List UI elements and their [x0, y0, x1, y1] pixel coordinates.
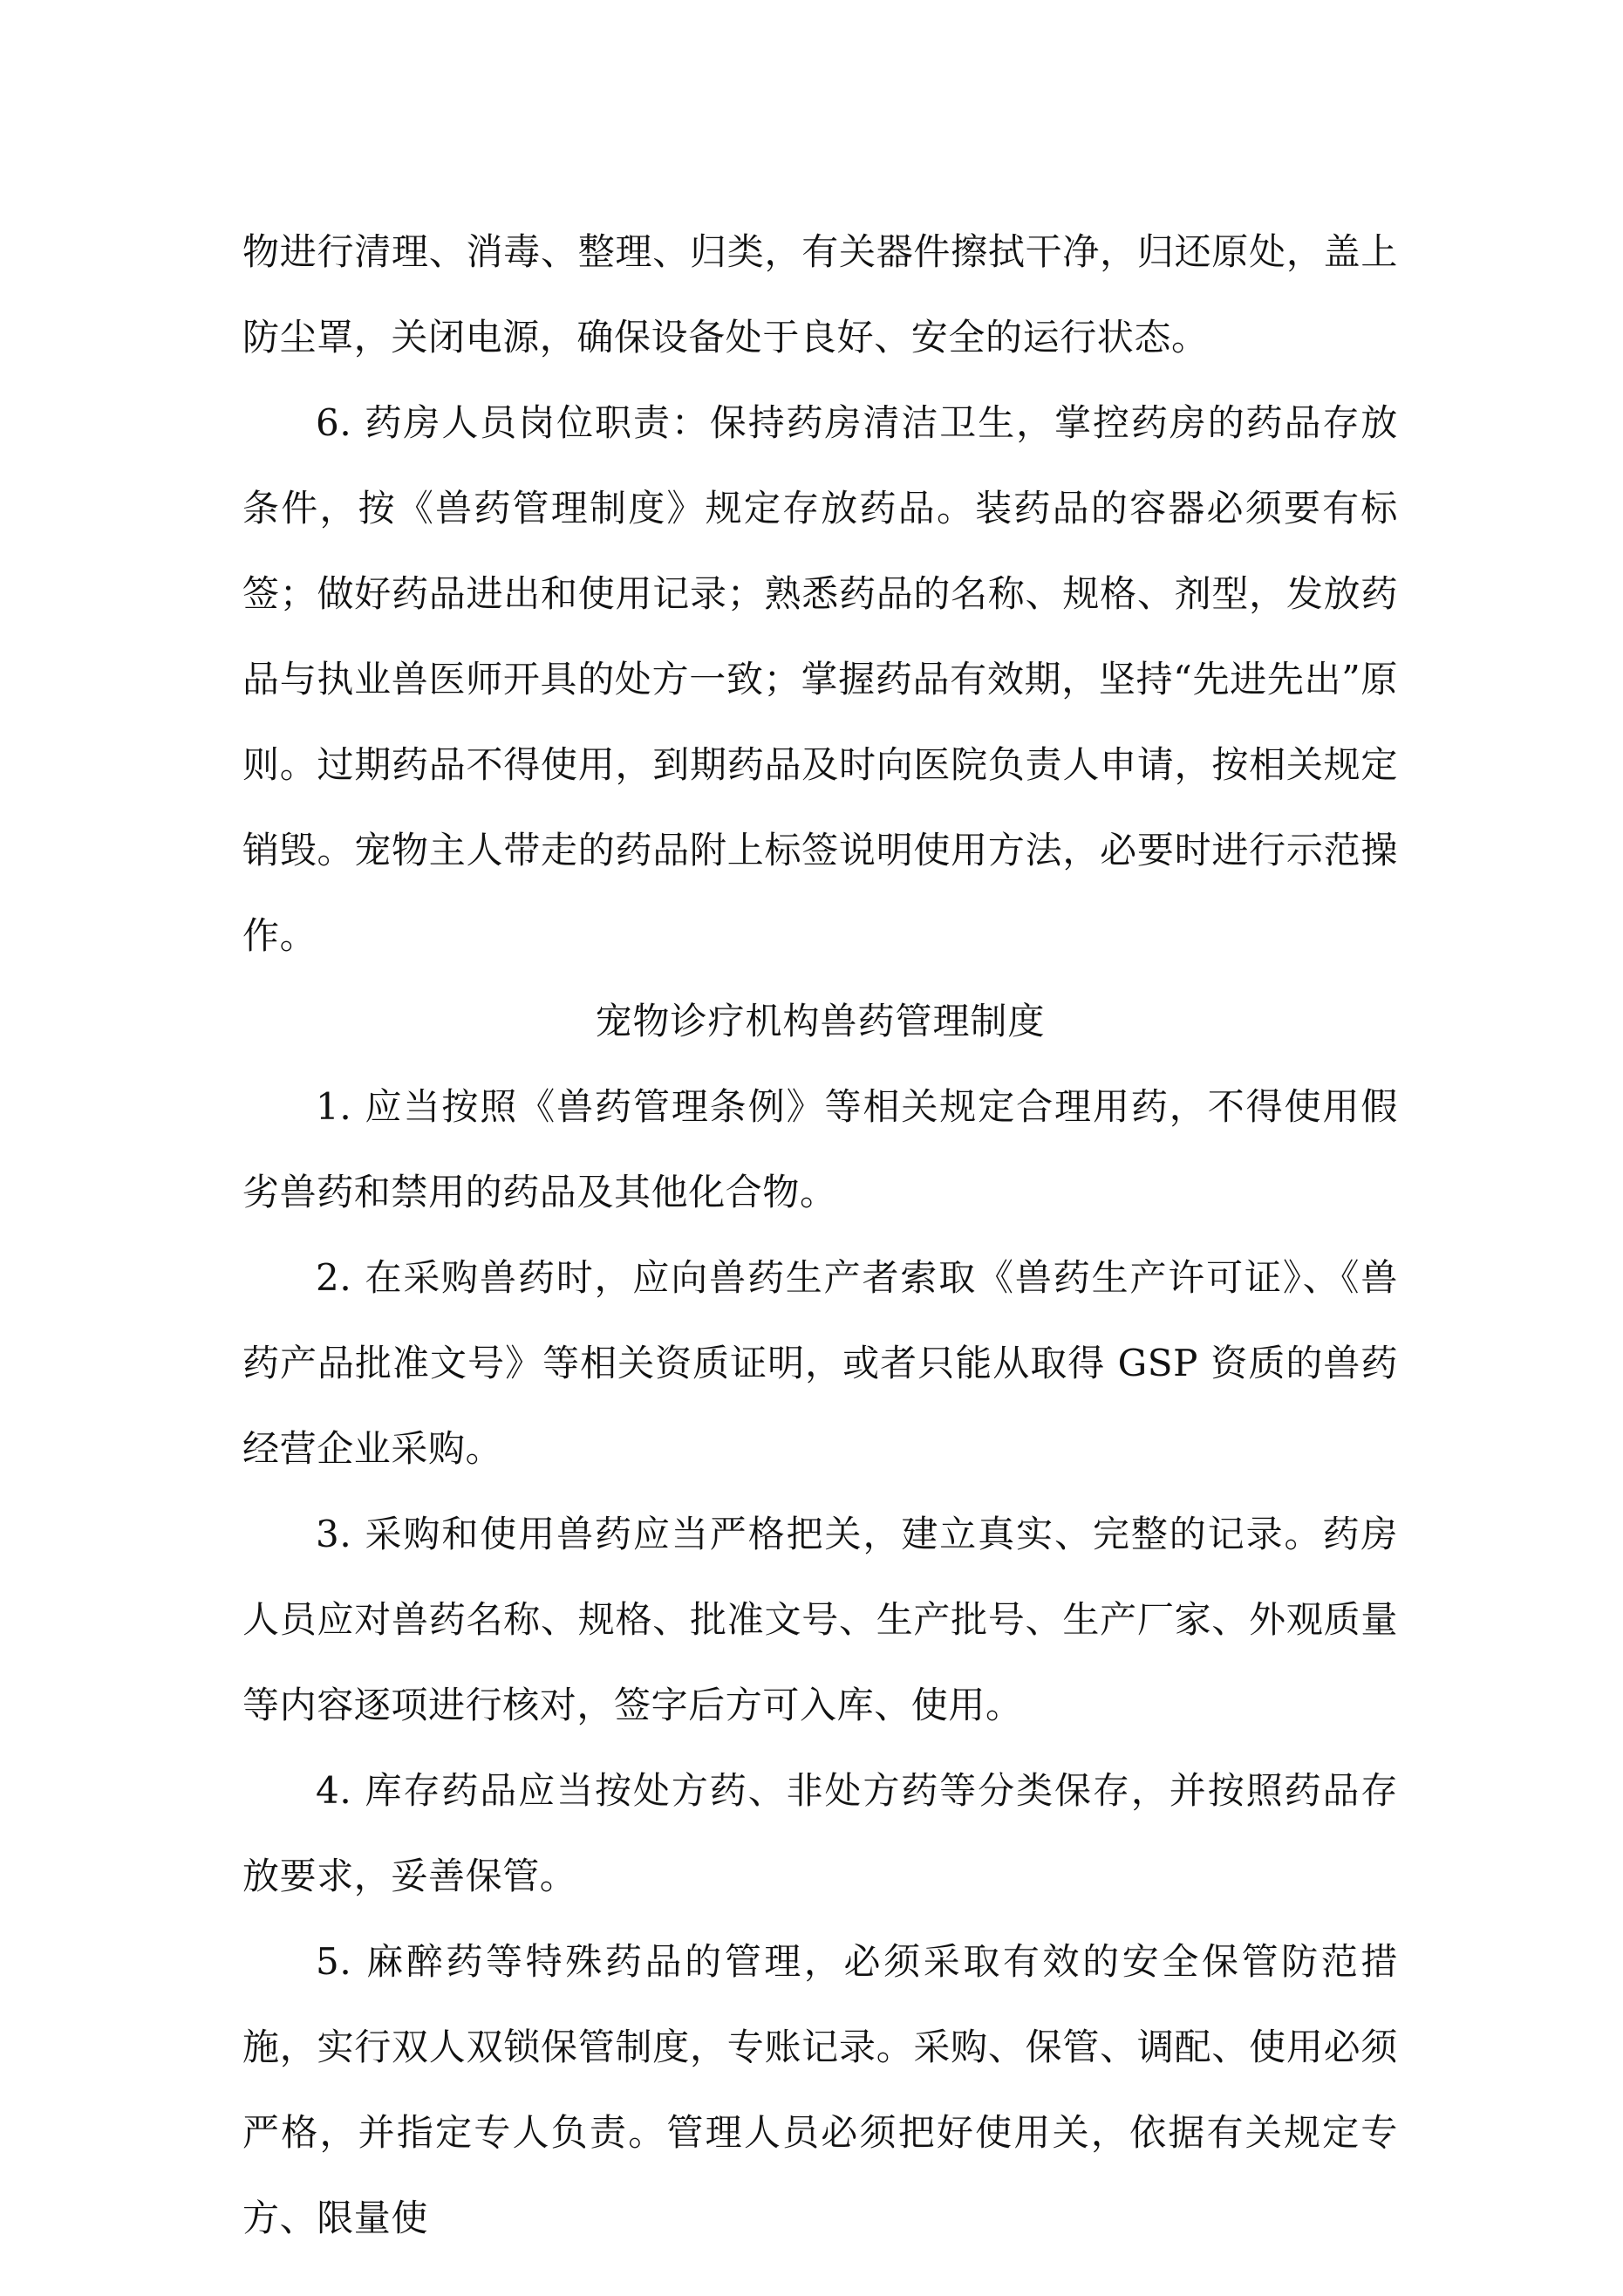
section-title: 宠物诊疗机构兽药管理制度: [595, 1000, 1046, 1042]
paragraph-item-5: 5. 麻醉药等特殊药品的管理，必须采取有效的安全保管防范措施，实行双人双锁保管制度，专账记录。采购、保管、调配、使用必须严格，并指定专人负责。管理人员必须把好使用关，依据有关规定专方、限量使: [242, 1940, 1398, 2239]
paragraph-continuation: 物进行清理、消毒、整理、归类，有关器件擦拭干净，归还原处，盖上防尘罩，关闭电源，确保设备处于良好、安全的运行状态。: [242, 230, 1398, 359]
paragraph-item-2: 2. 在采购兽药时，应向兽药生产者索取《兽药生产许可证》、《兽药产品批准文号》等相关资质证明，或者只能从取得 GSP 资质的兽药经营企业采购。: [242, 1256, 1398, 1470]
document-body: [242, 209, 1398, 2261]
paragraph-item-3: 3. 采购和使用兽药应当严格把关，建立真实、完整的记录。药房人员应对兽药名称、规格、批准文号、生产批号、生产厂家、外观质量等内容逐项进行核对，签字后方可入库、使用。: [242, 1513, 1398, 1726]
paragraph-item-1: 1. 应当按照《兽药管理条例》等相关规定合理用药，不得使用假劣兽药和禁用的药品及其他化合物。: [242, 1085, 1398, 1213]
paragraph-item-4: 4. 库存药品应当按处方药、非处方药等分类保存，并按照药品存放要求，妥善保管。: [242, 1769, 1398, 1897]
paragraph-item-6: 6. 药房人员岗位职责：保持药房清洁卫生，掌控药房的药品存放条件，按《兽药管理制度》规定存放药品。装药品的容器必须要有标签；做好药品进出和使用记录；熟悉药品的名称、规格、剂型，发放药品与执业兽医师开具的处方一致；掌握药品有效期，坚持“先进先出”原则。过期药品不得使用，到期药品及时向医院负责人申请，按相关规定销毁。宠物主人带走的药品附上标签说明使用方法，必要时进行示范操作。: [242, 401, 1398, 957]
